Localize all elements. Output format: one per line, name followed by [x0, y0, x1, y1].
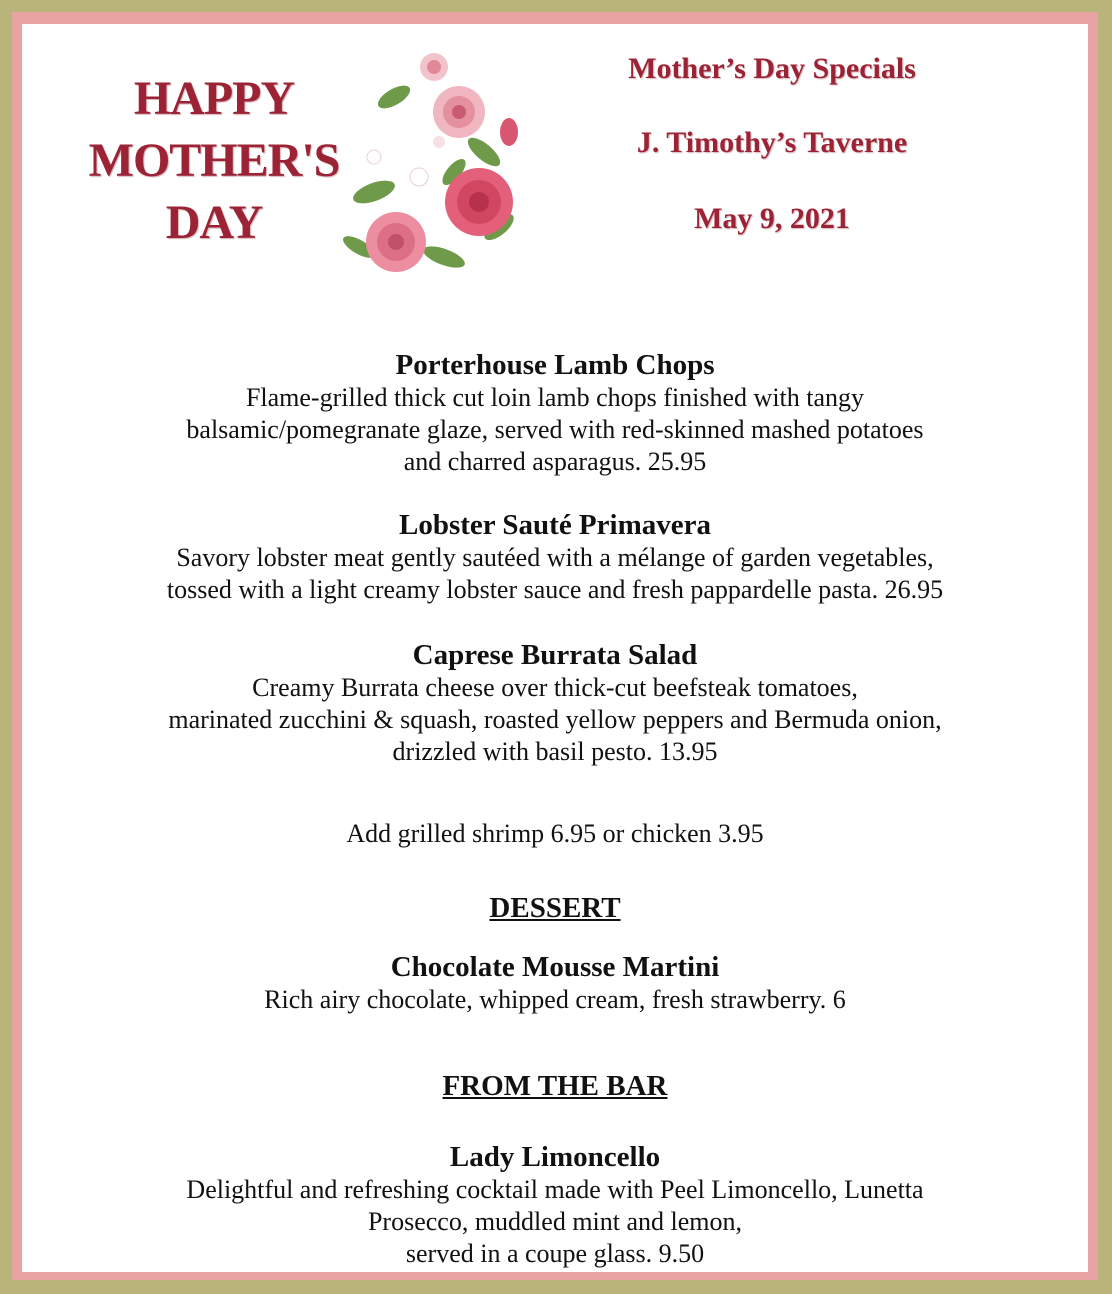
happy-line: DAY — [165, 196, 263, 249]
item-desc-line: balsamic/pomegranate glaze, served with red-skinned mashed potatoes — [186, 415, 924, 444]
happy-line: HAPPY — [133, 72, 295, 125]
item-name: Porterhouse Lamb Chops — [395, 349, 715, 381]
item-name: Lady Limoncello — [449, 1141, 661, 1173]
item-desc-line: marinated zucchini & squash, roasted yellow peppers and Bermuda onion, — [168, 705, 942, 734]
happy-line: MOTHER'S — [88, 134, 340, 187]
menu-item — [22, 348, 1088, 478]
happy-mothers-day-title — [64, 68, 364, 254]
item-desc-line: tossed with a light creamy lobster sauce and fresh pappardelle pasta. 26.95 — [166, 575, 944, 604]
item-desc-line: Delightful and refreshing cocktail made with Peel Limoncello, Lunetta — [186, 1175, 924, 1204]
item-desc-line: and charred asparagus. 25.95 — [403, 447, 707, 476]
item-desc-line: served in a coupe glass. 9.50 — [405, 1239, 705, 1268]
item-desc-line: Rich airy chocolate, whipped cream, fresh strawberry. 6 — [264, 985, 846, 1014]
item-desc-line: Prosecco, muddled mint and lemon, — [367, 1207, 743, 1236]
menu-item — [22, 950, 1088, 1016]
event-date: May 9, 2021 — [694, 202, 850, 235]
item-desc-line: Flame-grilled thick cut loin lamb chops finished with tangy — [245, 383, 865, 412]
menu-page — [22, 24, 1088, 1272]
menu-item — [22, 1140, 1088, 1270]
item-name: Caprese Burrata Salad — [412, 639, 698, 671]
item-desc-line: Savory lobster meat gently sautéed with a mélange of garden vegetables, — [176, 543, 934, 572]
rose-bouquet-illustration — [334, 42, 524, 282]
item-name: Chocolate Mousse Martini — [390, 951, 720, 983]
item-desc-line: Creamy Burrata cheese over thick-cut beefsteak tomatoes, — [252, 673, 858, 702]
specials-title: Mother’s Day Specials — [628, 52, 916, 85]
item-desc-line: drizzled with basil pesto. 13.95 — [392, 737, 718, 766]
bar-heading: FROM THE BAR — [442, 1070, 668, 1102]
menu-item — [22, 508, 1088, 606]
item-name: Lobster Sauté Primavera — [399, 509, 711, 541]
restaurant-name: J. Timothy’s Taverne — [636, 126, 908, 159]
menu-item — [22, 638, 1088, 768]
addon-note: Add grilled shrimp 6.95 or chicken 3.95 — [346, 819, 764, 848]
dessert-heading: DESSERT — [489, 892, 621, 924]
